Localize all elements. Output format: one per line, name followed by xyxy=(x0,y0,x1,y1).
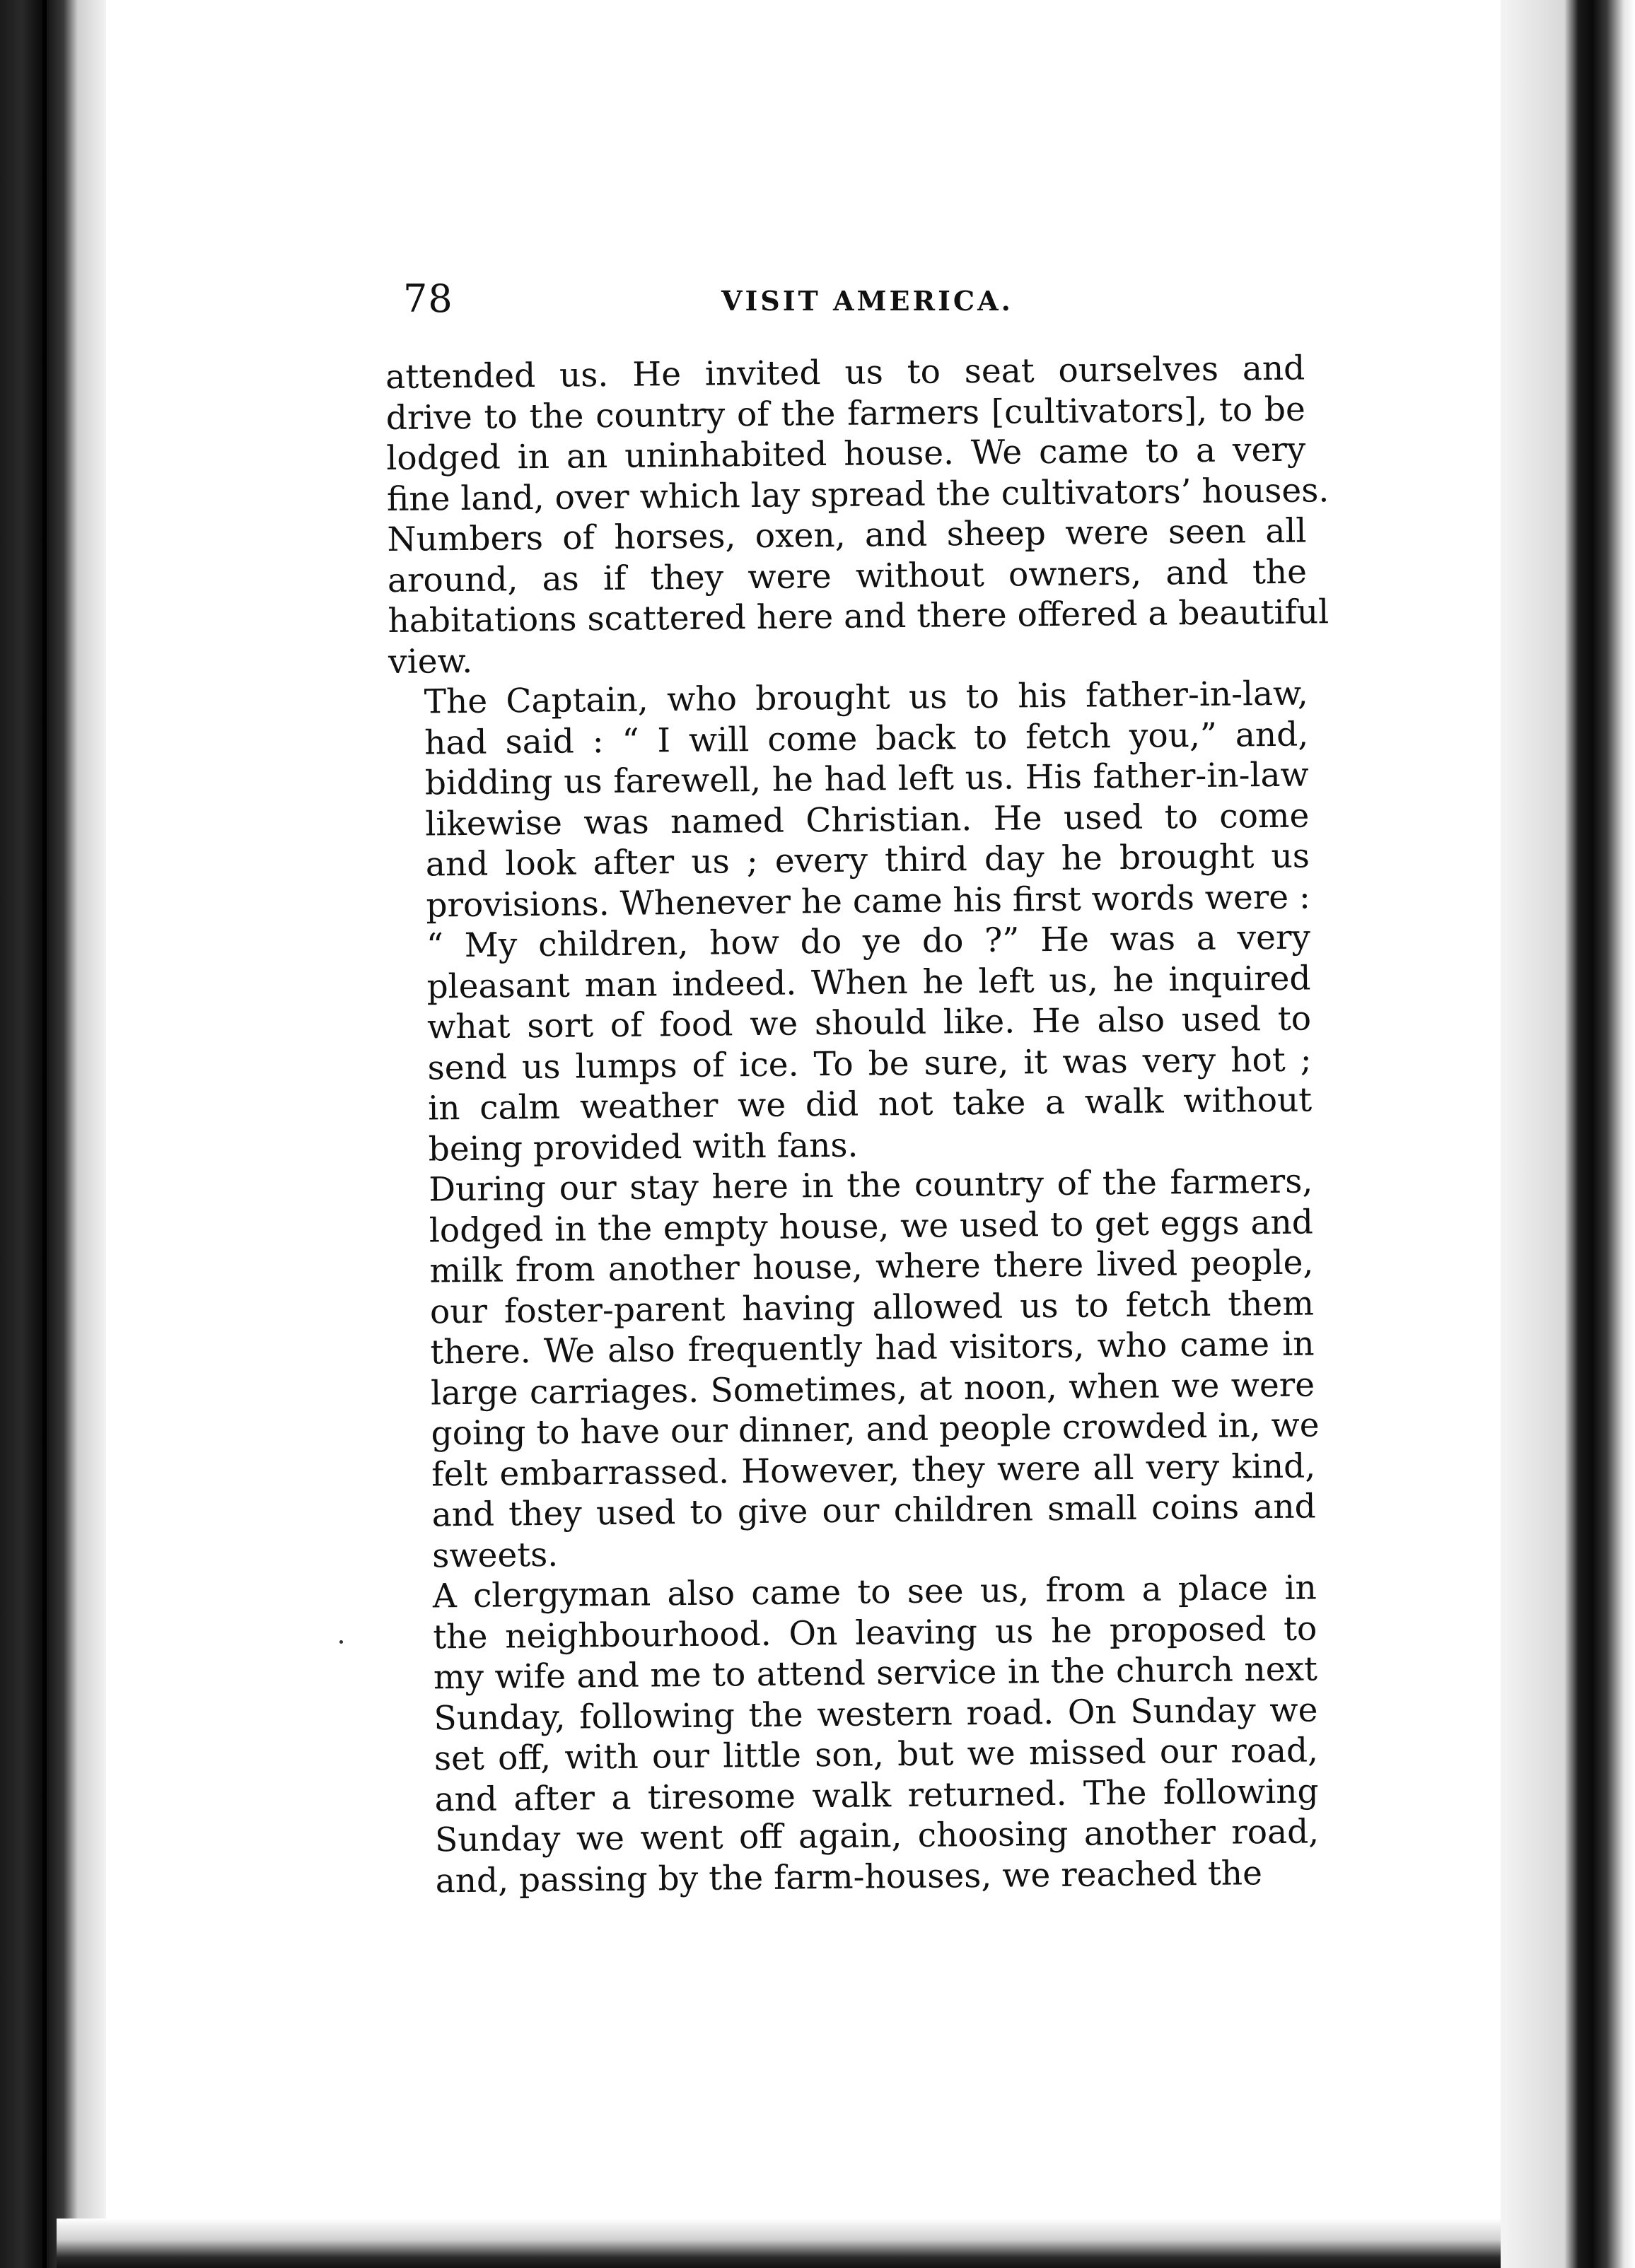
text-line: the neighbourhood. On leaving us he proposed to xyxy=(433,1608,1317,1656)
text-line: and, passing by the farm-houses, we reached the xyxy=(435,1853,1263,1900)
text-line: and after a tiresome walk returned. The following xyxy=(434,1771,1319,1819)
text-line: lodged in an uninhabited house. We came to a very xyxy=(386,430,1306,478)
scan-edge-left xyxy=(0,0,106,2268)
text-line: lodged in the empty house, we used to get eggs and xyxy=(429,1202,1314,1250)
text-line: had said : “ I will come back to fetch you,” and, xyxy=(424,714,1309,762)
paragraph-3 xyxy=(393,1161,1320,1576)
scan-edge-right xyxy=(1501,0,1635,2268)
text-line: felt embarrassed. However, they were all very kind, xyxy=(431,1446,1316,1494)
text-line: attended us. He invited us to seat ourselves and xyxy=(385,349,1305,397)
running-head xyxy=(403,274,1308,324)
text-line: sweets. xyxy=(432,1535,559,1575)
text-line: Sunday we went off again, choosing another road, xyxy=(434,1812,1320,1860)
text-line: in calm weather we did not take a walk without xyxy=(427,1080,1313,1128)
text-line: “ My children, how do ye do ?” He was a very xyxy=(426,918,1311,966)
paragraph-4 xyxy=(397,1567,1320,1901)
text-line: Sunday, following the western road. On Sunday we xyxy=(434,1690,1318,1738)
text-line: drive to the country of the farmers [cultivators], to be xyxy=(385,390,1306,438)
body-text xyxy=(385,349,1329,1902)
text-line: what sort of food we should like. He also used to xyxy=(426,999,1312,1047)
text-line: and they used to give our children small coins and xyxy=(431,1487,1316,1535)
text-line: view. xyxy=(388,641,473,682)
text-line: The Captain, who brought us to his father-in-law, xyxy=(424,674,1308,722)
text-line: likewise was named Christian. He used to come xyxy=(425,795,1310,843)
text-line: there. We also frequently had visitors, who came in xyxy=(430,1324,1315,1372)
text-line: provisions. Whenever he came his first words were : xyxy=(426,877,1311,925)
text-line: large carriages. Sometimes, at noon, when we were xyxy=(430,1364,1315,1413)
paragraph-2 xyxy=(388,673,1313,1169)
running-title: VISIT AMERICA. xyxy=(721,285,1013,317)
text-line: and look after us ; every third day he brought us xyxy=(425,836,1310,884)
text-line: habitations scattered here and there offered a beautiful xyxy=(388,592,1329,641)
text-line: pleasant man indeed. When he left us, he inquired xyxy=(426,958,1311,1006)
text-line: milk from another house, where there lived people, xyxy=(429,1243,1314,1291)
text-line: A clergyman also came to see us, from a place in xyxy=(432,1568,1317,1616)
text-line: around, as if they were without owners, and the xyxy=(387,552,1308,600)
text-line: send us lumps of ice. To be sure, it was very hot ; xyxy=(427,1039,1312,1087)
text-line: fine land, over which lay spread the cultivators’ houses. xyxy=(386,470,1329,519)
scan-edge-bottom xyxy=(57,2219,1501,2268)
text-line: Numbers of horses, oxen, and sheep were seen all xyxy=(387,511,1307,559)
text-line: my wife and me to attend service in the church next xyxy=(433,1649,1318,1697)
paragraph-1 xyxy=(385,349,1329,682)
text-line: set off, with our little son, but we missed our road, xyxy=(434,1731,1319,1779)
text-line: being provided with fans. xyxy=(428,1126,859,1169)
binding-shadow xyxy=(42,0,47,2268)
text-line: our foster-parent having allowed us to fetch them xyxy=(429,1283,1315,1331)
text-line: bidding us farewell, he had left us. His father-in-law xyxy=(424,755,1309,803)
text-line: During our stay here in the country of the farmers, xyxy=(429,1162,1313,1210)
stray-ink-mark xyxy=(339,1640,343,1644)
text-line: going to have our dinner, and people crowded in, we xyxy=(431,1405,1320,1454)
page-number: 78 xyxy=(403,276,453,321)
